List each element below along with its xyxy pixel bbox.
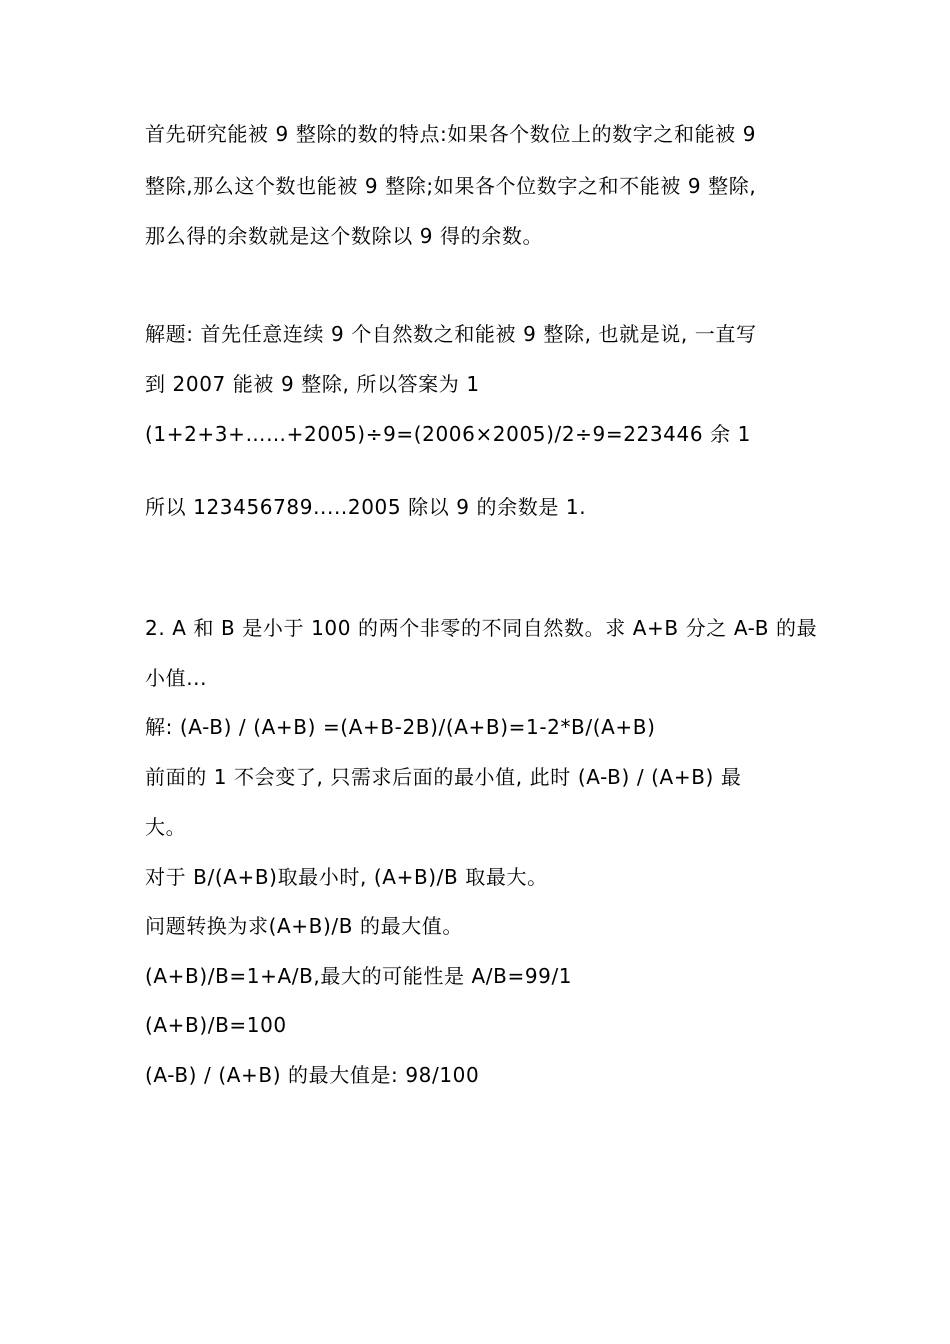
problem-2-step-5: (A+B)/B=100: [145, 1013, 287, 1037]
paragraph-intro-line-1: 首先研究能被 9 整除的数的特点:如果各个数位上的数字之和能被 9: [145, 122, 757, 146]
problem-2-solution-formula: 解: (A-B) / (A+B) =(A+B-2B)/(A+B)=1-2*B/(A+B): [145, 715, 656, 739]
solution-line-2: 到 2007 能被 9 整除, 所以答案为 1: [145, 372, 480, 396]
problem-2-line-2: 小值...: [145, 666, 208, 690]
problem-2-step-4: (A+B)/B=1+A/B,最大的可能性是 A/B=99/1: [145, 964, 573, 988]
paragraph-intro-line-2: 整除,那么这个数也能被 9 整除;如果各个位数字之和不能被 9 整除,: [145, 174, 757, 198]
problem-2-step-1-continued: 大。: [145, 815, 187, 839]
solution-line-1: 解题: 首先任意连续 9 个自然数之和能被 9 整除, 也就是说, 一直写: [145, 322, 757, 346]
problem-2-step-3: 问题转换为求(A+B)/B 的最大值。: [145, 914, 463, 938]
problem-2-step-1: 前面的 1 不会变了, 只需求后面的最小值, 此时 (A-B) / (A+B) 最: [145, 765, 742, 789]
problem-2-step-2: 对于 B/(A+B)取最小时, (A+B)/B 取最大。: [145, 865, 548, 889]
solution-formula: (1+2+3+……+2005)÷9=(2006×2005)/2÷9=223446 余 1: [145, 422, 751, 446]
paragraph-intro-line-3: 那么得的余数就是这个数除以 9 得的余数。: [145, 224, 544, 248]
problem-2-line-1: 2. A 和 B 是小于 100 的两个非零的不同自然数。求 A+B 分之 A-B 的最: [145, 616, 818, 640]
solution-conclusion: 所以 123456789.....2005 除以 9 的余数是 1.: [145, 495, 587, 519]
problem-2-answer: (A-B) / (A+B) 的最大值是: 98/100: [145, 1063, 480, 1087]
